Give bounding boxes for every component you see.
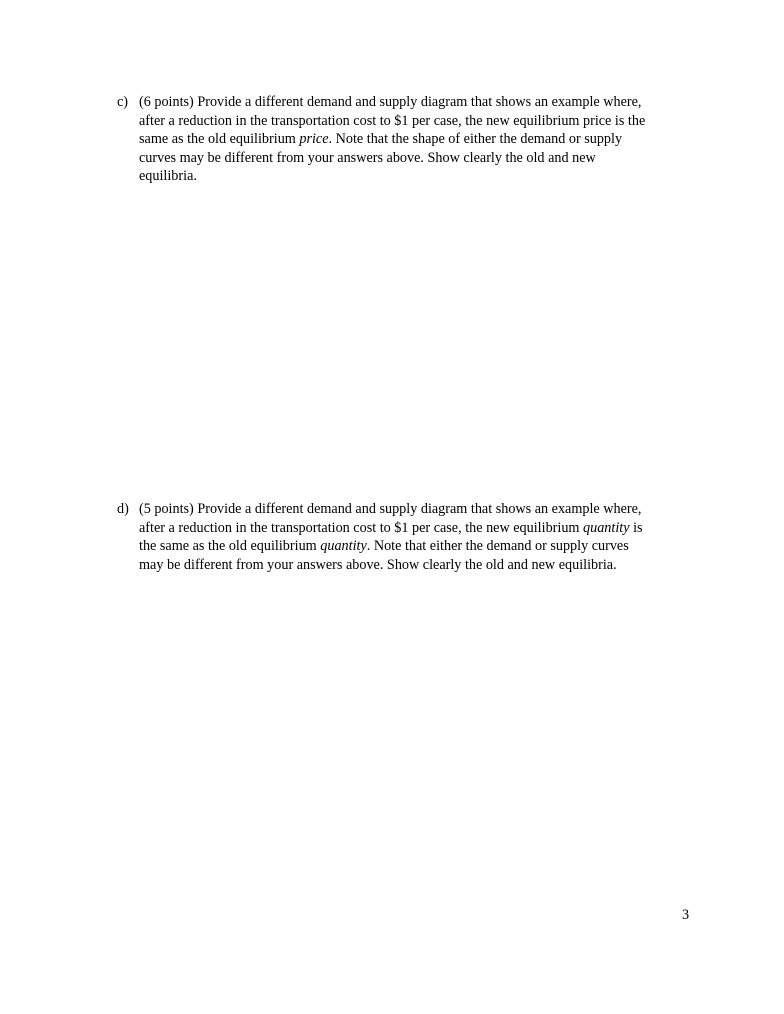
text-run: is xyxy=(629,519,643,536)
text-run: (6 points) Provide a different demand and supply diagram that shows an example where, xyxy=(139,94,642,110)
text-run: (5 points) Provide a different demand and supply diagram that shows an example where, xyxy=(139,501,642,517)
text-run: curves may be different from your answers above. Show clearly the old and new xyxy=(139,149,596,166)
text-run: after a reduction in the transportation cost to $1 per case, the new equilibrium price is the xyxy=(139,112,646,129)
question-text-line xyxy=(139,519,697,538)
page-number: 3 xyxy=(682,907,690,923)
question-c xyxy=(117,93,697,186)
emphasized-text: price xyxy=(299,131,329,148)
text-run: after a reduction in the transportation cost to $1 per case, the new equilibrium xyxy=(139,519,584,536)
text-run: may be different from your answers above. Show clearly the old and new equilibria. xyxy=(139,556,617,573)
question-text-line xyxy=(139,130,697,149)
text-run: same as the old equilibrium xyxy=(139,131,300,148)
question-text-line xyxy=(139,93,697,112)
question-c-text xyxy=(139,93,697,186)
text-run: . Note that either the demand or supply curves xyxy=(366,538,629,555)
question-text-line xyxy=(139,167,697,186)
question-text-line xyxy=(139,500,697,519)
emphasized-text: quantity xyxy=(320,538,367,555)
text-run: the same as the old equilibrium xyxy=(139,538,321,555)
question-d xyxy=(117,500,697,574)
text-run: . Note that the shape of either the demand or supply xyxy=(328,131,623,148)
emphasized-text: quantity xyxy=(583,519,630,536)
text-run: equilibria. xyxy=(139,168,197,185)
question-text-line xyxy=(139,556,697,575)
question-text-line xyxy=(139,537,697,556)
question-text-line xyxy=(139,149,697,168)
question-text-line xyxy=(139,112,697,131)
question-d-text xyxy=(139,500,697,574)
question-c-label: c) xyxy=(117,94,129,110)
question-d-label: d) xyxy=(117,501,129,517)
